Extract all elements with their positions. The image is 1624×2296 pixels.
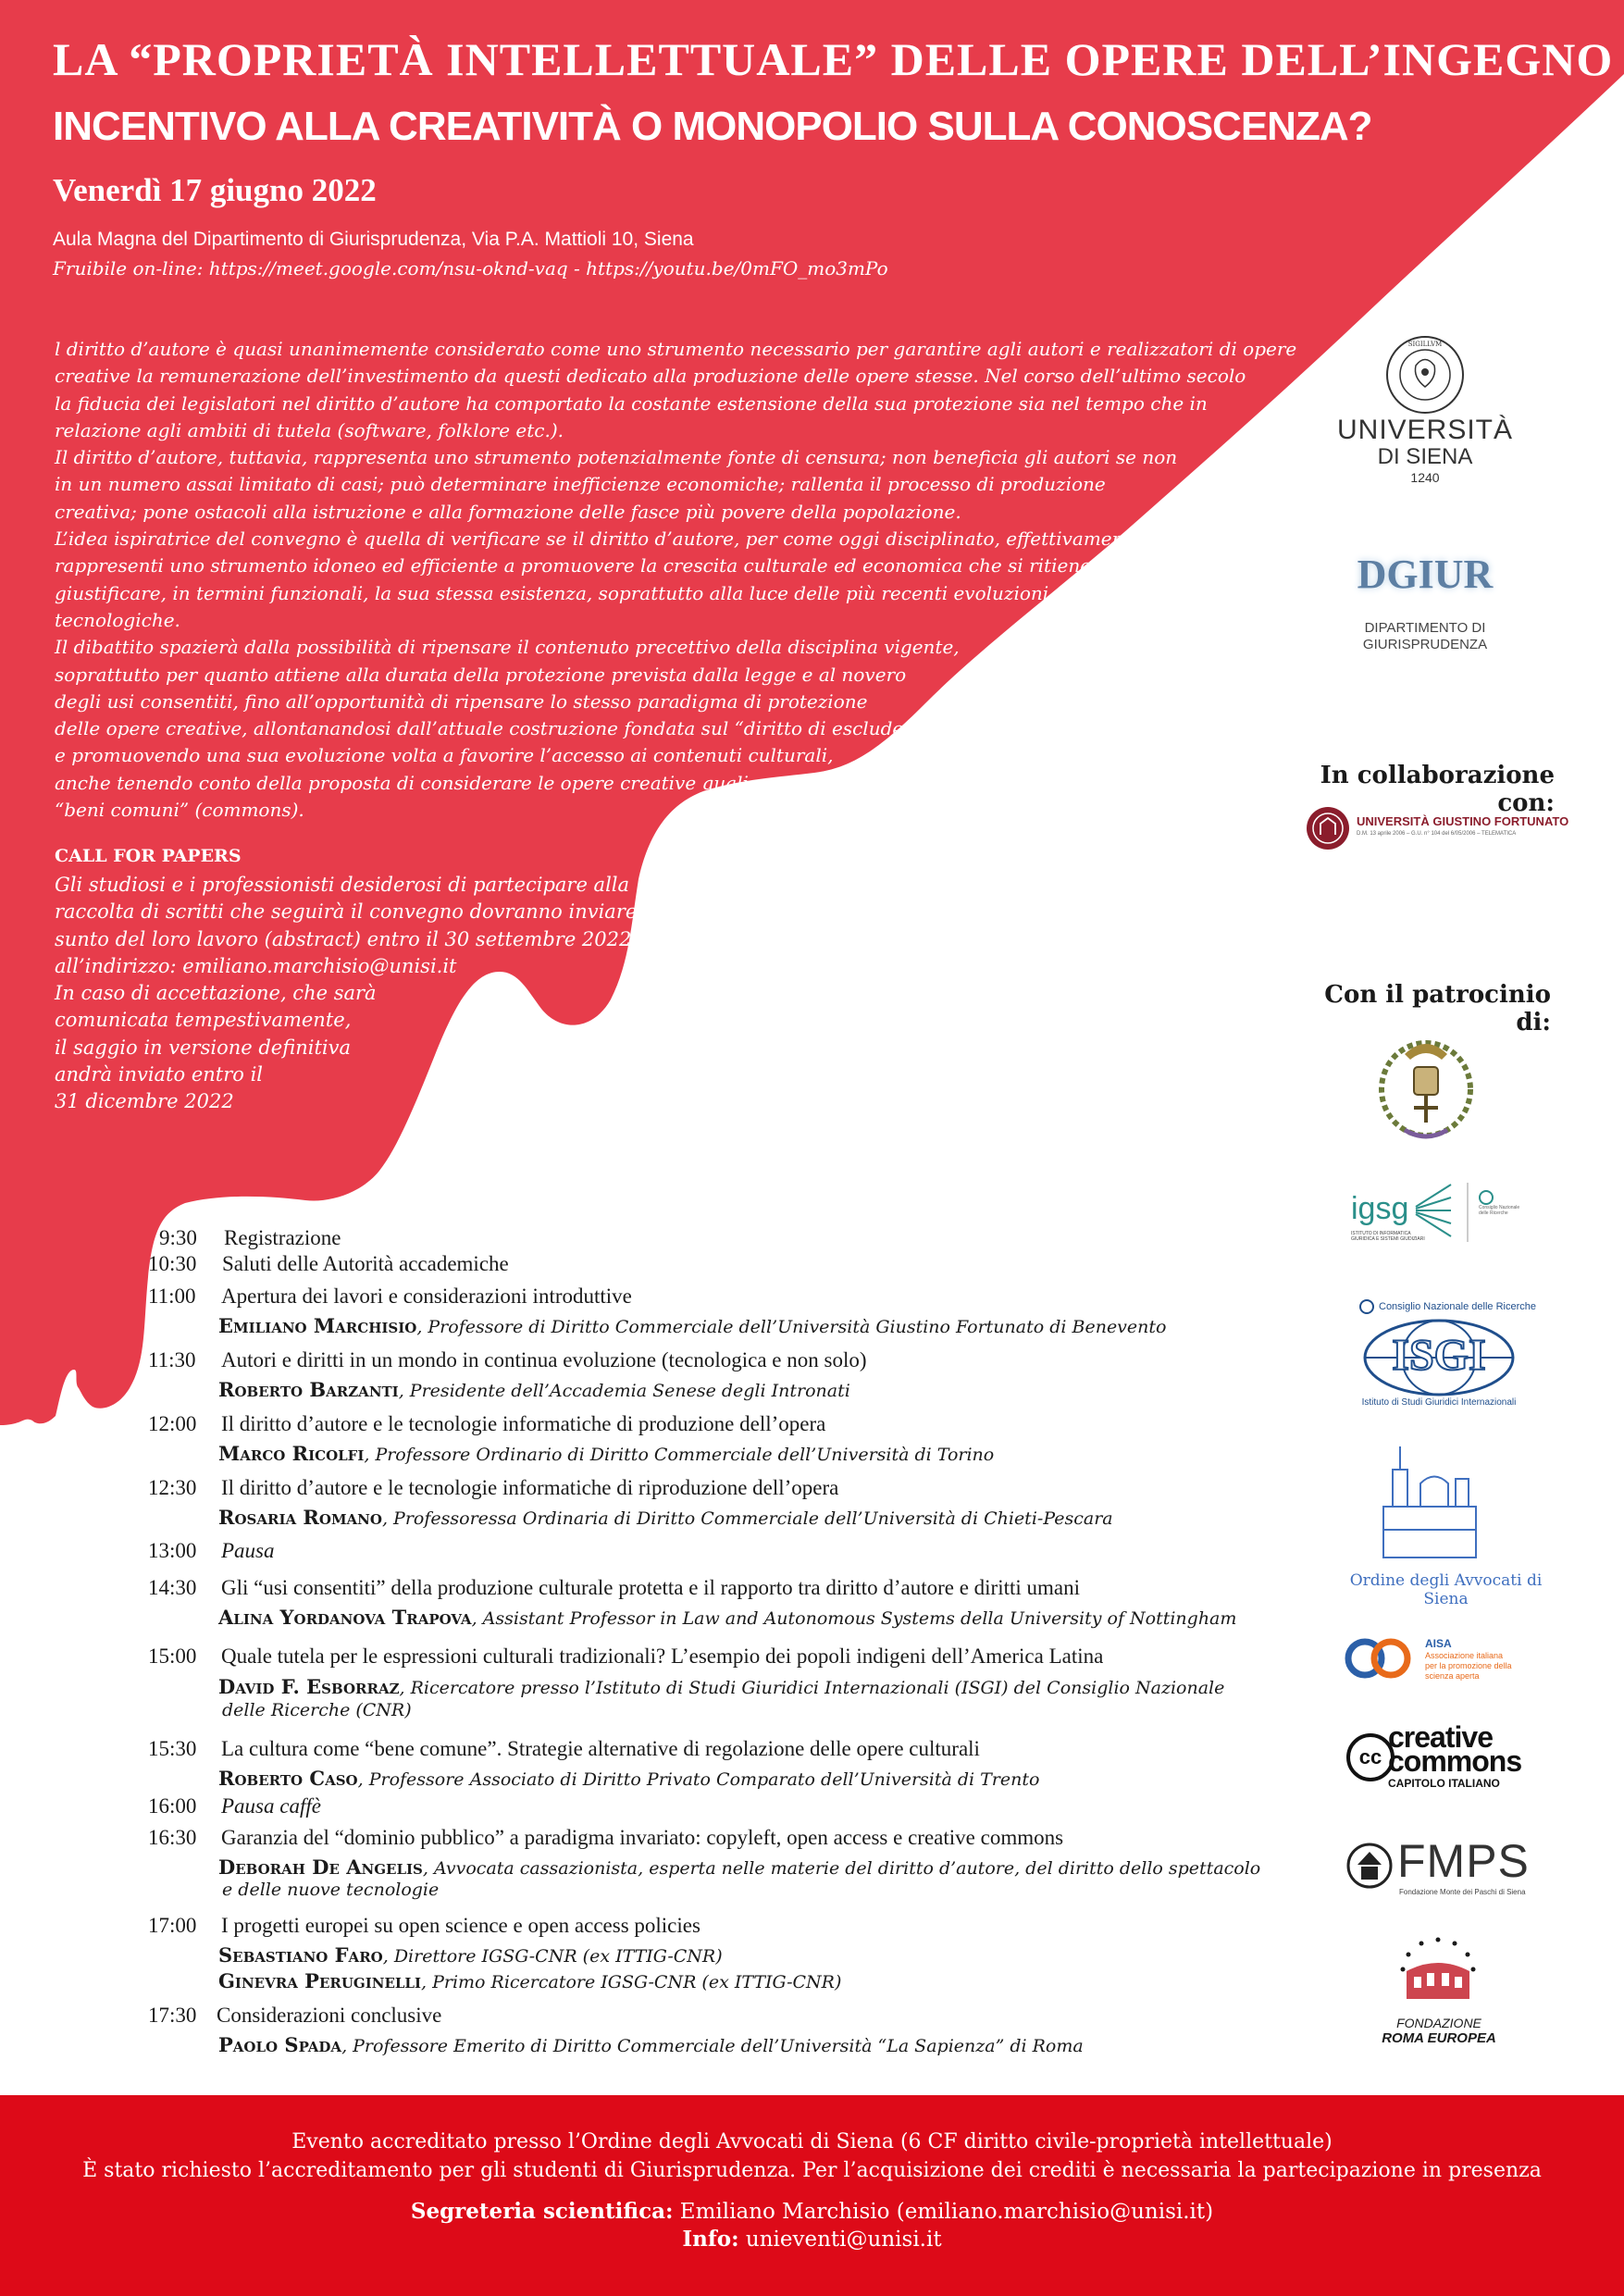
abstract-line: soprattutto per quanto attiene alla durata della protezione prevista dalla legge e al novero (55, 663, 907, 686)
abstract-line: L’idea ispiratrice del convegno è quella di verificare se il diritto d’autore, per come oggi disciplinato, effettivamente (55, 527, 1143, 551)
fortunato-seal-icon (1305, 805, 1351, 851)
coat-of-arms-icon (1368, 1034, 1484, 1148)
speaker-role: , Direttore IGSG-CNR (ex ITTIG-CNR) (382, 1946, 723, 1967)
footer-accreditation: Evento accreditato presso l’Ordine degli Avvocati di Siena (6 CF diritto civile-proprietà intellettuale) (291, 2130, 1333, 2153)
program-time: 17:00 (148, 1914, 197, 1937)
program-title: Il diritto d’autore e le tecnologie informatiche di riproduzione dell’opera (221, 1476, 839, 1499)
fortunato-name: UNIVERSITÀ GIUSTINO FORTUNATO (1357, 814, 1569, 828)
abstract-line: creative la remunerazione dell’investimento da questi dedicato alla produzione delle opere stesse. Nel corso dell’ultimo secolo (55, 365, 1246, 388)
cnr-mark-icon (1358, 1298, 1375, 1315)
call-for-papers-heading: CALL FOR PAPERS (55, 846, 242, 866)
program-title: Autori e diritti in un mondo in continua evoluzione (tecnologica e non solo) (221, 1348, 867, 1371)
speaker-role: , Professore Ordinario di Diritto Commerciale dell’Università di Torino (364, 1445, 995, 1465)
cfp-line: In caso di accettazione, che sarà (55, 982, 377, 1005)
program-time: 11:00 (148, 1285, 196, 1308)
unisi-city: DI SIENA (1377, 444, 1473, 469)
program-speaker (218, 1314, 1166, 1337)
program-title: Quale tutela per le espressioni culturali tradizionali? L’esempio dei popoli indigeni dell’America Latina (221, 1644, 1104, 1668)
program-title: La cultura come “bene comune”. Strategie alternative di regolazione delle opere culturali (221, 1737, 980, 1760)
footer-info (0, 2227, 1624, 2252)
abstract-line: “beni comuni” (commons). (55, 799, 304, 822)
program-title: Considerazioni conclusive (217, 2004, 442, 2027)
speaker-role: , Professoressa Ordinaria di Diritto Commerciale dell’Università di Chieti-Pescara (381, 1508, 1113, 1529)
abstract-line: tecnologiche. (55, 608, 180, 631)
speaker-name: Sebastiano Faro (218, 1943, 383, 1967)
program-time: 15:30 (148, 1737, 197, 1760)
unisi-seal-icon (1383, 333, 1467, 416)
roma-europea-line1: FONDAZIONE (1396, 2016, 1481, 2030)
unisi-name: UNIVERSITÀ (1336, 415, 1514, 445)
program-time: 15:00 (148, 1644, 197, 1668)
cfp-email-line[interactable]: all’indirizzo: emiliano.marchisio@unisi.it (55, 954, 457, 977)
program-speaker (218, 2033, 1084, 2056)
program-title: Garanzia del “dominio pubblico” a paradigma invariato: copyleft, open access e creative commons (221, 1826, 1064, 1849)
fmps-seal-icon (1346, 1837, 1393, 1894)
event-abstract (55, 336, 1296, 824)
fmps-logo: FMPS (1397, 1835, 1530, 1887)
program-time: 16:30 (148, 1826, 197, 1849)
avvocati-caption: Ordine degli Avvocati di Siena (1349, 1571, 1543, 1608)
cc-logo-icon: cc (1346, 1733, 1395, 1781)
speaker-name: Emiliano Marchisio (218, 1314, 417, 1337)
abstract-line: la fiducia dei legislatori nel diritto d’autore ha comportato la costante estensione della sua protezione sia nel tempo che in (55, 391, 1208, 415)
program-title: Apertura dei lavori e considerazioni introduttive (221, 1285, 632, 1308)
speaker-name: Deborah De Angelis (218, 1855, 423, 1879)
roma-europea-icon (1388, 1934, 1488, 2008)
abstract-line: creativa; pone ostacoli alla istruzione e alla formazione delle fasce più povere della popolazione. (55, 500, 961, 523)
event-title-line2: INCENTIVO ALLA CREATIVITÀ O MONOPOLIO SULLA CONOSCENZA? (53, 104, 1372, 149)
speaker-name: David F. Esborraz (218, 1675, 400, 1698)
abstract-line: delle opere creative, allontanandosi dall’attuale costruzione fondata sul “diritto di escludere” (55, 717, 933, 740)
speaker-role: , Primo Ricercatore IGSG-CNR (ex ITTIG-CNR) (421, 1972, 842, 1992)
speaker-name: Ginevra Peruginelli (218, 1969, 421, 1992)
program-time: 11:30 (148, 1348, 196, 1371)
program-title: I progetti europei su open science e open access policies (221, 1914, 700, 1937)
speaker-name: Roberto Caso (218, 1767, 358, 1790)
segreteria-contact[interactable]: Emiliano Marchisio (emiliano.marchisio@unisi.it) (673, 2200, 1214, 2224)
abstract-line: in un numero assai limitato di casi; può determinare inefficienze economiche; rallenta il processo di produzione (55, 473, 1106, 496)
program-time: 14:30 (148, 1576, 197, 1599)
program-speaker (218, 1675, 1224, 1698)
speaker-role: , Ricercatore presso l’Istituto di Studi Giuridici Internazionali (ISGI) del Consiglio Nazionale (399, 1678, 1225, 1698)
cc-creative: creative (1388, 1720, 1493, 1754)
dgiur-caption-line1: DIPARTIMENTO DI (1364, 620, 1486, 636)
cfp-line: raccolta di scritti che seguirà il convegno dovranno inviare un (55, 900, 669, 924)
footer-band (0, 2095, 1624, 2296)
fmps-sub: Fondazione Monte dei Paschi di Siena (1399, 1888, 1526, 1896)
program-time: 9:30 (159, 1226, 197, 1249)
program-title: Pausa (221, 1539, 275, 1562)
event-venue: Aula Magna del Dipartimento di Giurisprudenza, Via P.A. Mattioli 10, Siena (53, 229, 694, 250)
program-time: 10:30 (148, 1252, 197, 1275)
speaker-name: Marco Ricolfi (218, 1442, 365, 1465)
unisi-year: 1240 (1410, 470, 1440, 485)
aisa-sub3: scienza aperta (1425, 1671, 1480, 1681)
program-speaker (218, 1606, 1236, 1629)
speaker-role-continued: delle Ricerche (CNR) (222, 1700, 412, 1720)
aisa-sub1: Associazione italiana (1425, 1651, 1504, 1660)
speaker-role: , Professore Associato di Diritto Privato Comparato dell’Università di Trento (357, 1769, 1040, 1790)
program-time: 12:00 (148, 1412, 197, 1435)
dgiur-caption-line2: GIURISPRUDENZA (1362, 637, 1488, 652)
igsg-cnr: Consiglio Nazionale delle Ricerche (1479, 1205, 1520, 1216)
isgi-sub: Istituto di Studi Giuridici Internazionali (1361, 1397, 1517, 1408)
svg-text:igsg: igsg (1351, 1191, 1409, 1226)
abstract-line: l diritto d’autore è quasi unanimemente considerato come uno strumento necessario per garantire agli autori e realizzatori di opere (55, 338, 1297, 360)
program-title: Pausa caffè (221, 1794, 321, 1818)
footer-segreteria (0, 2199, 1624, 2224)
abstract-line: rappresenti uno strumento idoneo ed efficiente a promuovere la crescita culturale ed economica che si ritiene (55, 554, 1092, 577)
fortunato-sub: D.M. 13 aprile 2006 – G.U. n° 104 del 6/05/2006 – TELEMATICA (1357, 831, 1517, 837)
online-links[interactable]: Fruibile on-line: https://meet.google.com/nsu-oknd-vaq - https://youtu.be/0mFO_mo3mPo (53, 257, 888, 279)
footer-students-note: È stato richiesto l’accreditamento per gli studenti di Giurisprudenza. Per l’acquisizione dei crediti è necessaria la partecipazione in presenza (82, 2159, 1542, 2182)
speaker-name: Paolo Spada (218, 2033, 342, 2056)
program-speaker (218, 1969, 841, 1992)
dgiur-logo: DGIUR (1357, 552, 1494, 597)
cfp-line: 31 dicembre 2022 (55, 1090, 234, 1113)
aisa-sub2: per la promozione della (1425, 1661, 1512, 1670)
avvocati-siena-icon (1374, 1442, 1485, 1562)
event-date: Venerdì 17 giugno 2022 (53, 172, 377, 208)
speaker-role-continued: e delle nuove tecnologie (222, 1880, 440, 1900)
cfp-line: comunicata tempestivamente, (55, 1009, 352, 1032)
program-speaker (218, 1506, 1113, 1529)
abstract-line: giustificare, in termini funzionali, la sua stessa esistenza, soprattutto alla luce delle più recenti evoluzioni (55, 581, 1049, 604)
aisa-name: AISA (1425, 1637, 1452, 1650)
program-time: 17:30 (148, 2004, 197, 2027)
aisa-logo-icon (1345, 1633, 1419, 1683)
program-speaker (218, 1442, 994, 1465)
program-title: Saluti delle Autorità accademiche (222, 1252, 509, 1275)
abstract-line: Il diritto d’autore, tuttavia, rappresenta uno strumento potenzialmente fonte di censura; non beneficia gli autori se non (55, 446, 1178, 469)
program-time: 12:30 (148, 1476, 197, 1499)
abstract-line: anche tenendo conto della proposta di considerare le opere creative quali (55, 771, 749, 794)
segreteria-label: Segreteria scientifica: (410, 2199, 674, 2224)
roma-europea-line2: ROMA EUROPEA (1382, 2030, 1496, 2046)
speaker-role: , Professore di Diritto Commerciale dell’Università Giustino Fortunato di Benevento (416, 1317, 1167, 1337)
patronage-label: Con il patrocinio di: (1324, 981, 1551, 1036)
cfp-line: andrà inviato entro il (55, 1063, 264, 1086)
abstract-line: e promuovendo una sua evoluzione volta a favorire l’accesso ai contenuti culturali, (55, 744, 834, 767)
cfp-line: sunto del loro lavoro (abstract) entro il 30 settembre 2022 (55, 927, 632, 950)
program-title: Gli “usi consentiti” della produzione culturale protetta e il rapporto tra diritto d’autore e diritti umani (221, 1576, 1081, 1599)
program-speaker (218, 1767, 1039, 1790)
isgi-top: Consiglio Nazionale delle Ricerche (1379, 1301, 1536, 1312)
abstract-line: degli usi consentiti, fino all’opportunità di ripensare lo stesso paradigma di protezione (55, 689, 868, 713)
svg-text:SIGILLVM: SIGILLVM (1407, 341, 1443, 348)
cc-commons: commons (1388, 1744, 1522, 1778)
speaker-role: , Presidente dell’Accademia Senese degli Intronati (398, 1381, 850, 1401)
abstract-line: relazione agli ambiti di tutela (software, folklore etc.). (55, 418, 564, 441)
program-time: 13:00 (148, 1539, 197, 1562)
speaker-name: Roberto Barzanti (218, 1378, 399, 1401)
igsg-sub: ISTITUTO DI INFORMATICA GIURIDICA E SISTEMI GIUDIZIARI (1351, 1231, 1425, 1242)
cc-sub: CAPITOLO ITALIANO (1388, 1777, 1500, 1790)
program-title: Il diritto d’autore e le tecnologie informatiche di produzione dell’opera (221, 1412, 826, 1435)
cfp-line: il saggio in versione definitiva (55, 1036, 351, 1059)
speaker-name: Rosaria Romano (218, 1506, 382, 1529)
collaboration-label: In collaborazione con: (1320, 762, 1555, 817)
event-title-line1: LA “PROPRIETÀ INTELLETTUALE” DELLE OPERE DELL’INGEGNO (53, 33, 1614, 85)
info-label: Info: (682, 2227, 739, 2252)
program-speaker (218, 1855, 1260, 1879)
program-speaker (218, 1378, 850, 1401)
cfp-line: Gli studiosi e i professionisti desiderosi di partecipare alla (55, 874, 630, 896)
speaker-role: , Assistant Professor in Law and Autonomous Systems della University of Nottingham (471, 1608, 1237, 1629)
isgi-logo: ISGI (1392, 1331, 1486, 1380)
info-email[interactable]: unieventi@unisi.it (738, 2228, 942, 2252)
program-title: Registrazione (224, 1226, 341, 1249)
speaker-name: Alina Yordanova Trapova (218, 1606, 472, 1629)
speaker-role: , Professore Emerito di Diritto Commerciale dell’Università “La Sapienza” di Roma (341, 2036, 1084, 2056)
call-for-papers-text (55, 872, 668, 1116)
program-time: 16:00 (148, 1794, 197, 1818)
abstract-line: Il dibattito spazierà dalla possibilità di ripensare il contenuto precettivo della disciplina vigente, (55, 636, 960, 659)
program-speaker (218, 1943, 723, 1967)
speaker-role: , Avvocata cassazionista, esperta nelle materie del diritto d’autore, del diritto dello spettacolo (422, 1858, 1261, 1879)
